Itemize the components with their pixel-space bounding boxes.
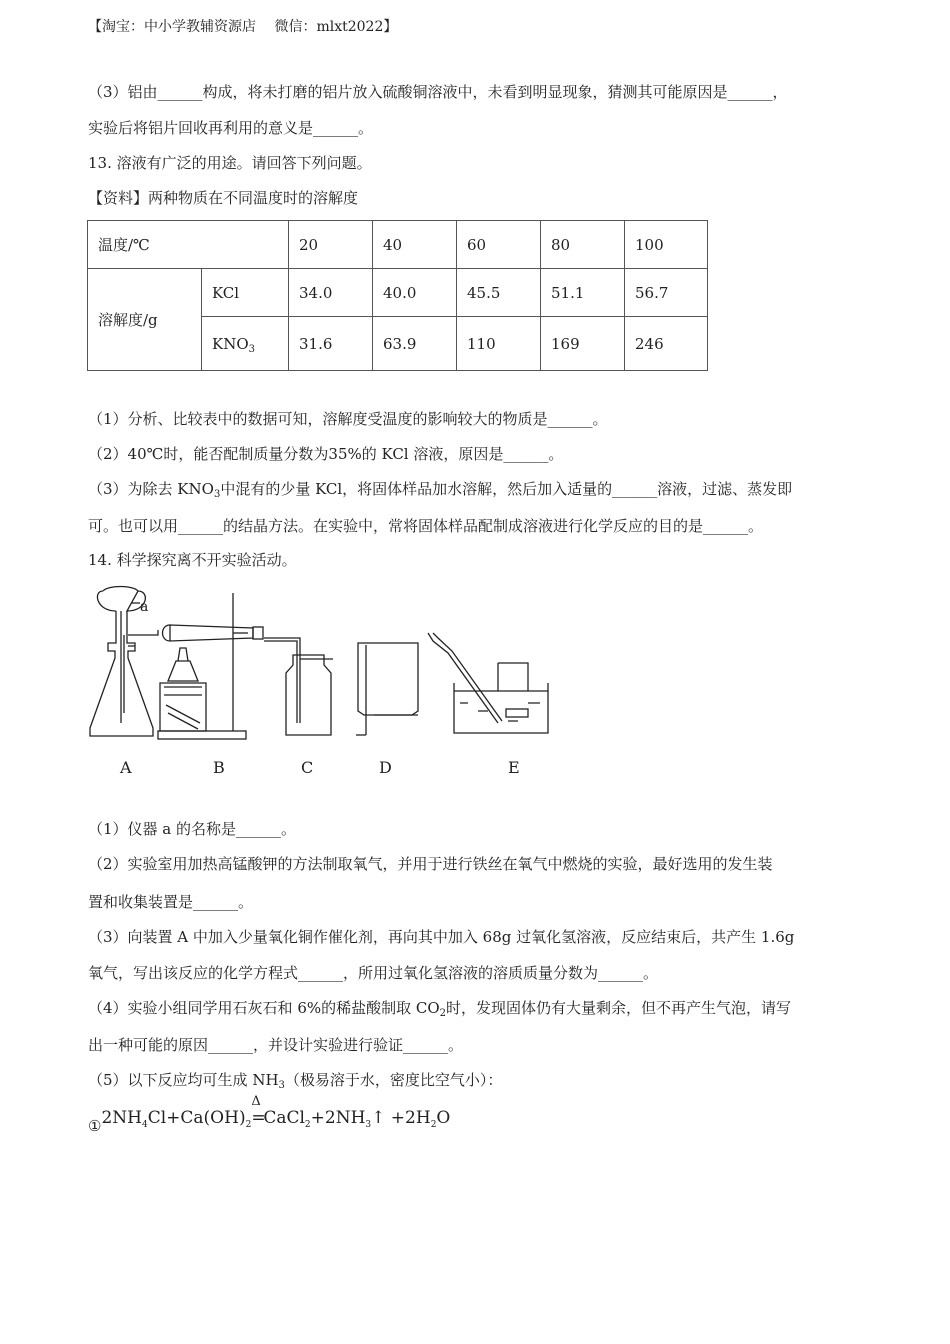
kno3-text: KNO <box>212 334 249 353</box>
eq-sub: 3 <box>365 1120 372 1130</box>
eq-sub: 2 <box>245 1120 252 1130</box>
temp-cell: 100 <box>625 221 708 269</box>
table-row <box>88 269 708 317</box>
q14-5-pre: （5）以下反应均可生成 NH <box>88 1071 279 1089</box>
q14-4-pre: （4）实验小组同学用石灰石和 6%的稀盐酸制取 CO <box>88 999 440 1017</box>
temp-cell: 20 <box>289 221 373 269</box>
q13-info: 【资料】两种物质在不同温度时的溶解度 <box>88 189 359 207</box>
q14-5-sub: 3 <box>278 1080 285 1091</box>
temp-cell: 80 <box>541 221 625 269</box>
q13-3-pre: （3）为除去 KNO <box>88 480 214 498</box>
q14-4-sub: 2 <box>439 1008 447 1019</box>
q12-3-line2: 实验后将铝片回收再利用的意义是______。 <box>88 119 374 137</box>
q12-3-line1: （3）铝由______构成，将未打磨的铝片放入硫酸铜溶液中，未看到明显现象，猜测其可能原因是______， <box>88 83 788 101</box>
figure-label-a: A <box>120 758 132 777</box>
eq-part: CaCl <box>263 1108 305 1128</box>
kno3-subscript: 3 <box>248 343 256 355</box>
kcl-label: KCl <box>202 269 289 317</box>
kno3-cell: 110 <box>457 317 541 371</box>
q13-3-line1 <box>88 479 792 499</box>
q13-2: （2）40℃时，能否配制质量分数为35%的 KCl 溶液，原因是______。 <box>88 445 564 463</box>
q13-3-line2: 可。也可以用______的结晶方法。在实验中，常将固体样品配制成溶液进行化学反应的目的是______。 <box>88 517 764 535</box>
q14-3-line2: 氧气，写出该反应的化学方程式______，所用过氧化氢溶液的溶质质量分数为______。 <box>88 964 659 982</box>
q14-title: 14. 科学探究离不开实验活动。 <box>88 551 297 569</box>
kno3-cell: 31.6 <box>289 317 373 371</box>
apparatus-b <box>158 593 263 739</box>
temp-cell: 60 <box>457 221 541 269</box>
eq-sub: 2 <box>304 1120 311 1130</box>
eq-part: 2NH <box>101 1108 142 1128</box>
kcl-cell: 51.1 <box>541 269 625 317</box>
kcl-cell: 45.5 <box>457 269 541 317</box>
solubility-table <box>87 220 708 371</box>
figure-label-e: E <box>508 758 520 777</box>
equation-number: ① <box>88 1117 102 1135</box>
q13-1: （1）分析、比较表中的数据可知，溶解度受温度的影响较大的物质是______。 <box>88 410 608 428</box>
table-row <box>88 221 708 269</box>
delta-symbol: Δ <box>251 1094 261 1109</box>
kno3-cell: 246 <box>625 317 708 371</box>
temp-cell: 40 <box>373 221 457 269</box>
q14-5-post: （极易溶于水，密度比空气小）： <box>284 1071 503 1089</box>
kno3-cell: 63.9 <box>373 317 457 371</box>
q14-2-line2: 置和收集装置是______。 <box>88 893 254 911</box>
q14-2-line1: （2）实验室用加热高锰酸钾的方法制取氧气，并用于进行铁丝在氧气中燃烧的实验，最好选用的发生装 <box>88 855 773 873</box>
eq-part: O <box>436 1108 451 1128</box>
eq-part: Cl+Ca(OH) <box>147 1108 246 1128</box>
heat-condition <box>251 1094 266 1128</box>
apparatus-e <box>428 633 548 733</box>
q14-4-line1 <box>88 998 791 1018</box>
kcl-cell: 40.0 <box>373 269 457 317</box>
eq-part: ↑ +2H <box>371 1108 431 1128</box>
solubility-label: 溶解度/g <box>88 269 202 371</box>
q14-5 <box>88 1070 502 1090</box>
kcl-cell: 56.7 <box>625 269 708 317</box>
q13-title: 13. 溶液有广泛的用途。请回答下列问题。 <box>88 154 372 172</box>
eq-sub: 4 <box>141 1120 148 1130</box>
figure-label-d: D <box>379 758 392 777</box>
kno3-label <box>202 317 289 371</box>
q14-3-line1: （3）向装置 A 中加入少量氧化铜作催化剂，再向其中加入 68g 过氧化氢溶液，反应结束后，共产生 1.6g <box>88 928 795 946</box>
apparatus-figure <box>88 583 558 743</box>
q14-4-post: 时，发现固体仍有大量剩余，但不再产生气泡，请写 <box>446 999 792 1017</box>
temp-label: 温度/℃ <box>88 221 289 269</box>
figure-label-c: C <box>301 758 314 777</box>
q14-4-line2: 出一种可能的原因______，并设计实验进行验证______。 <box>88 1036 464 1054</box>
figure-label-b: B <box>213 758 225 777</box>
kcl-cell: 34.0 <box>289 269 373 317</box>
apparatus-c <box>264 638 333 735</box>
equation-1 <box>88 1094 451 1135</box>
q13-3-post: 中混有的少量 KCl，将固体样品加水溶解，然后加入适量的______溶液，过滤、蒸发即 <box>220 480 793 498</box>
equals-sign: = <box>251 1108 266 1128</box>
q13-3-sub: 3 <box>213 489 221 500</box>
label-a: a <box>140 599 149 615</box>
apparatus-d <box>356 643 418 735</box>
eq-part: +2NH <box>310 1108 366 1128</box>
header-banner: 【淘宝：中小学教辅资源店 微信：mlxt2022】 <box>88 19 398 35</box>
q14-1: （1）仪器 a 的名称是______。 <box>88 820 297 838</box>
kno3-cell: 169 <box>541 317 625 371</box>
eq-sub: 2 <box>430 1120 437 1130</box>
